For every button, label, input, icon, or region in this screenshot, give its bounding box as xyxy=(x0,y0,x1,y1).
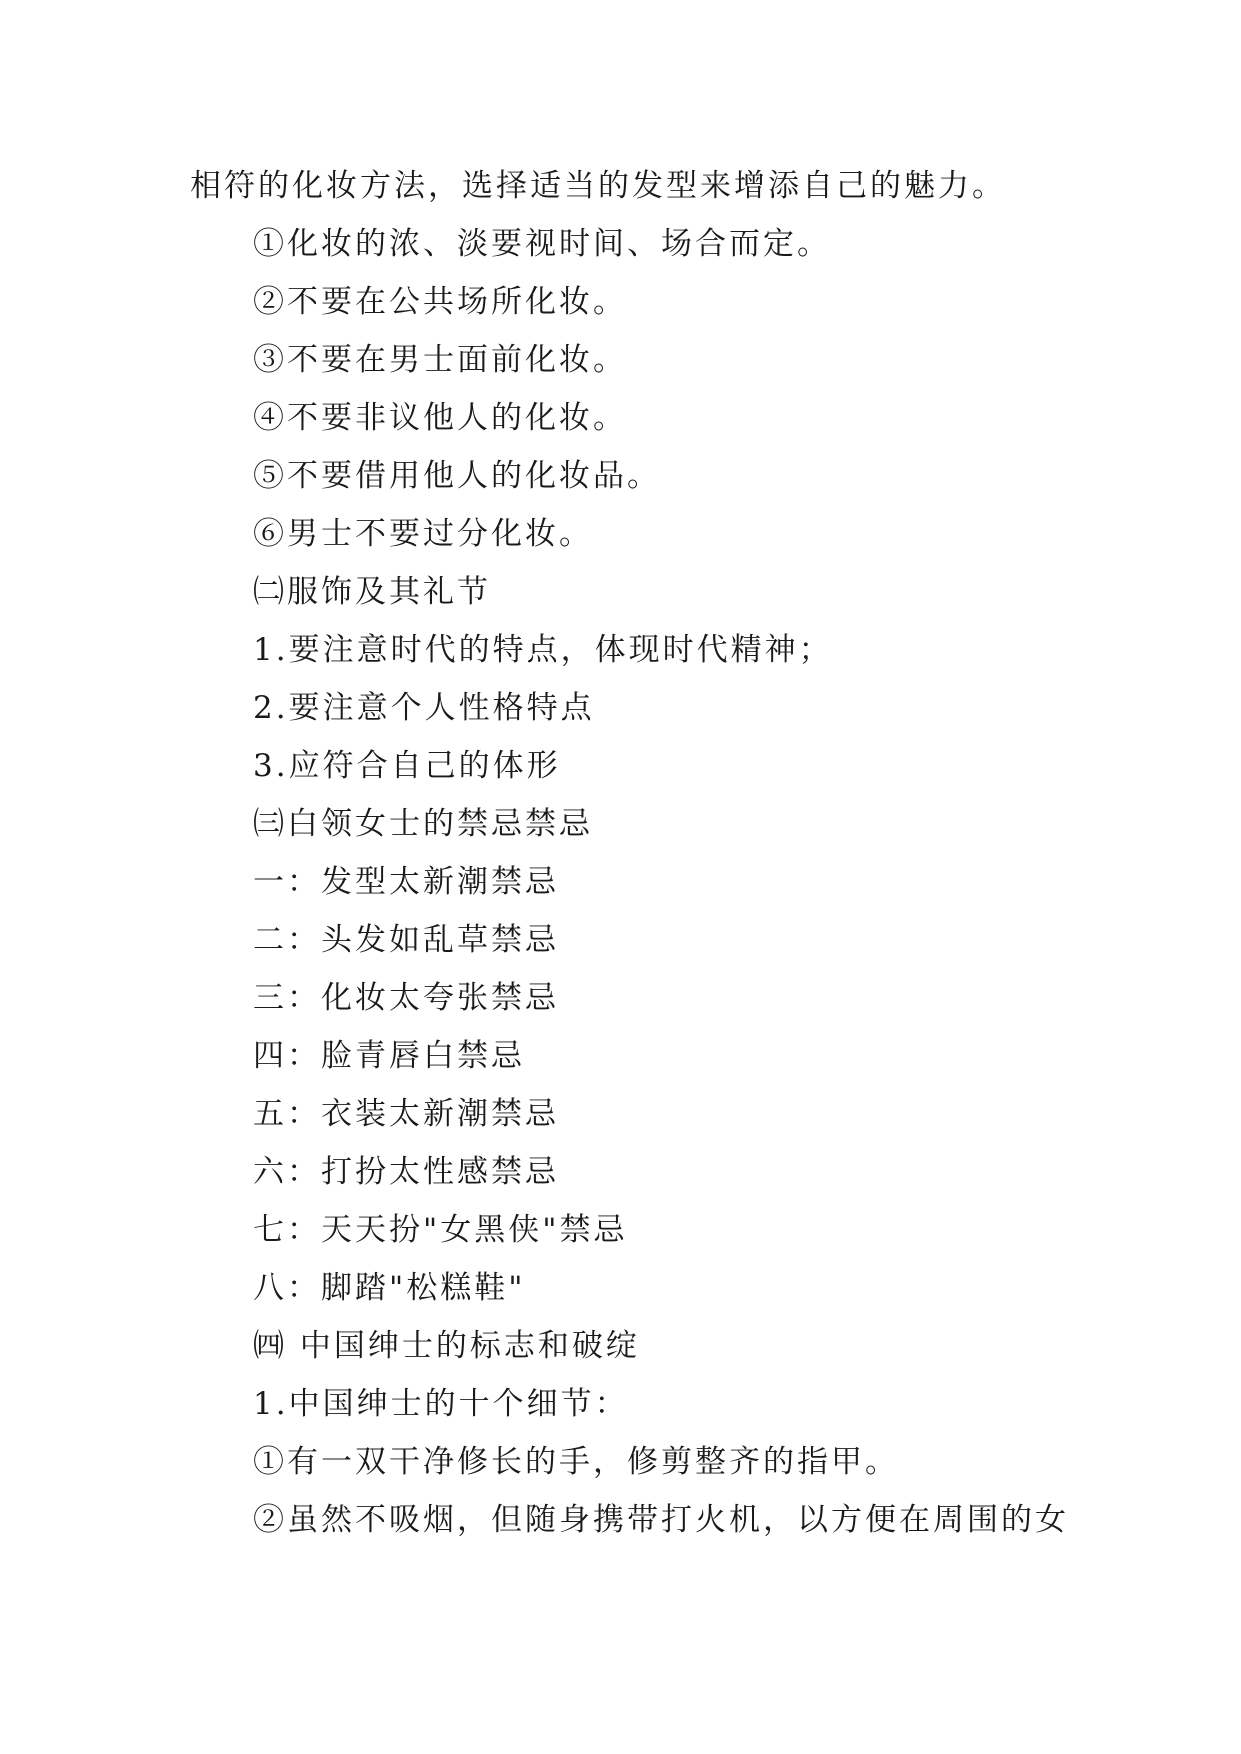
list-item: ②不要在公共场所化妆。 xyxy=(253,284,627,320)
list-item: ⑤不要借用他人的化妆品。 xyxy=(253,458,661,494)
section-heading: ㈡服饰及其礼节 xyxy=(253,574,491,610)
list-item: ③不要在男士面前化妆。 xyxy=(253,342,627,378)
list-item: 八：脚踏"松糕鞋" xyxy=(253,1270,526,1306)
section-heading: ㈣ 中国绅士的标志和破绽 xyxy=(253,1328,640,1364)
list-item: ⑥男士不要过分化妆。 xyxy=(253,516,593,552)
list-item: ②虽然不吸烟，但随身携带打火机，以方便在周围的女 xyxy=(253,1502,1069,1538)
list-item: 一：发型太新潮禁忌 xyxy=(253,864,559,900)
list-item: 四：脸青唇白禁忌 xyxy=(253,1038,525,1074)
list-item: 1.要注意时代的特点，体现时代精神； xyxy=(253,632,833,668)
list-item: ④不要非议他人的化妆。 xyxy=(253,400,627,436)
list-item: 三：化妆太夸张禁忌 xyxy=(253,980,559,1016)
list-item: 七：天天扮"女黑侠"禁忌 xyxy=(253,1212,628,1248)
list-item: ①化妆的浓、淡要视时间、场合而定。 xyxy=(253,226,831,262)
list-item: ①有一双干净修长的手，修剪整齐的指甲。 xyxy=(253,1444,899,1480)
list-item: 3.应符合自己的体形 xyxy=(253,748,561,784)
list-item: 2.要注意个人性格特点 xyxy=(253,690,595,726)
list-item: 六：打扮太性感禁忌 xyxy=(253,1154,559,1190)
list-item: 五：衣装太新潮禁忌 xyxy=(253,1096,559,1132)
paragraph-continuation: 相符的化妆方法，选择适当的发型来增添自己的魅力。 xyxy=(190,168,1006,204)
section-heading: ㈢白领女士的禁忌禁忌 xyxy=(253,806,593,842)
list-item: 二：头发如乱草禁忌 xyxy=(253,922,559,958)
list-item: 1.中国绅士的十个细节： xyxy=(253,1386,629,1422)
